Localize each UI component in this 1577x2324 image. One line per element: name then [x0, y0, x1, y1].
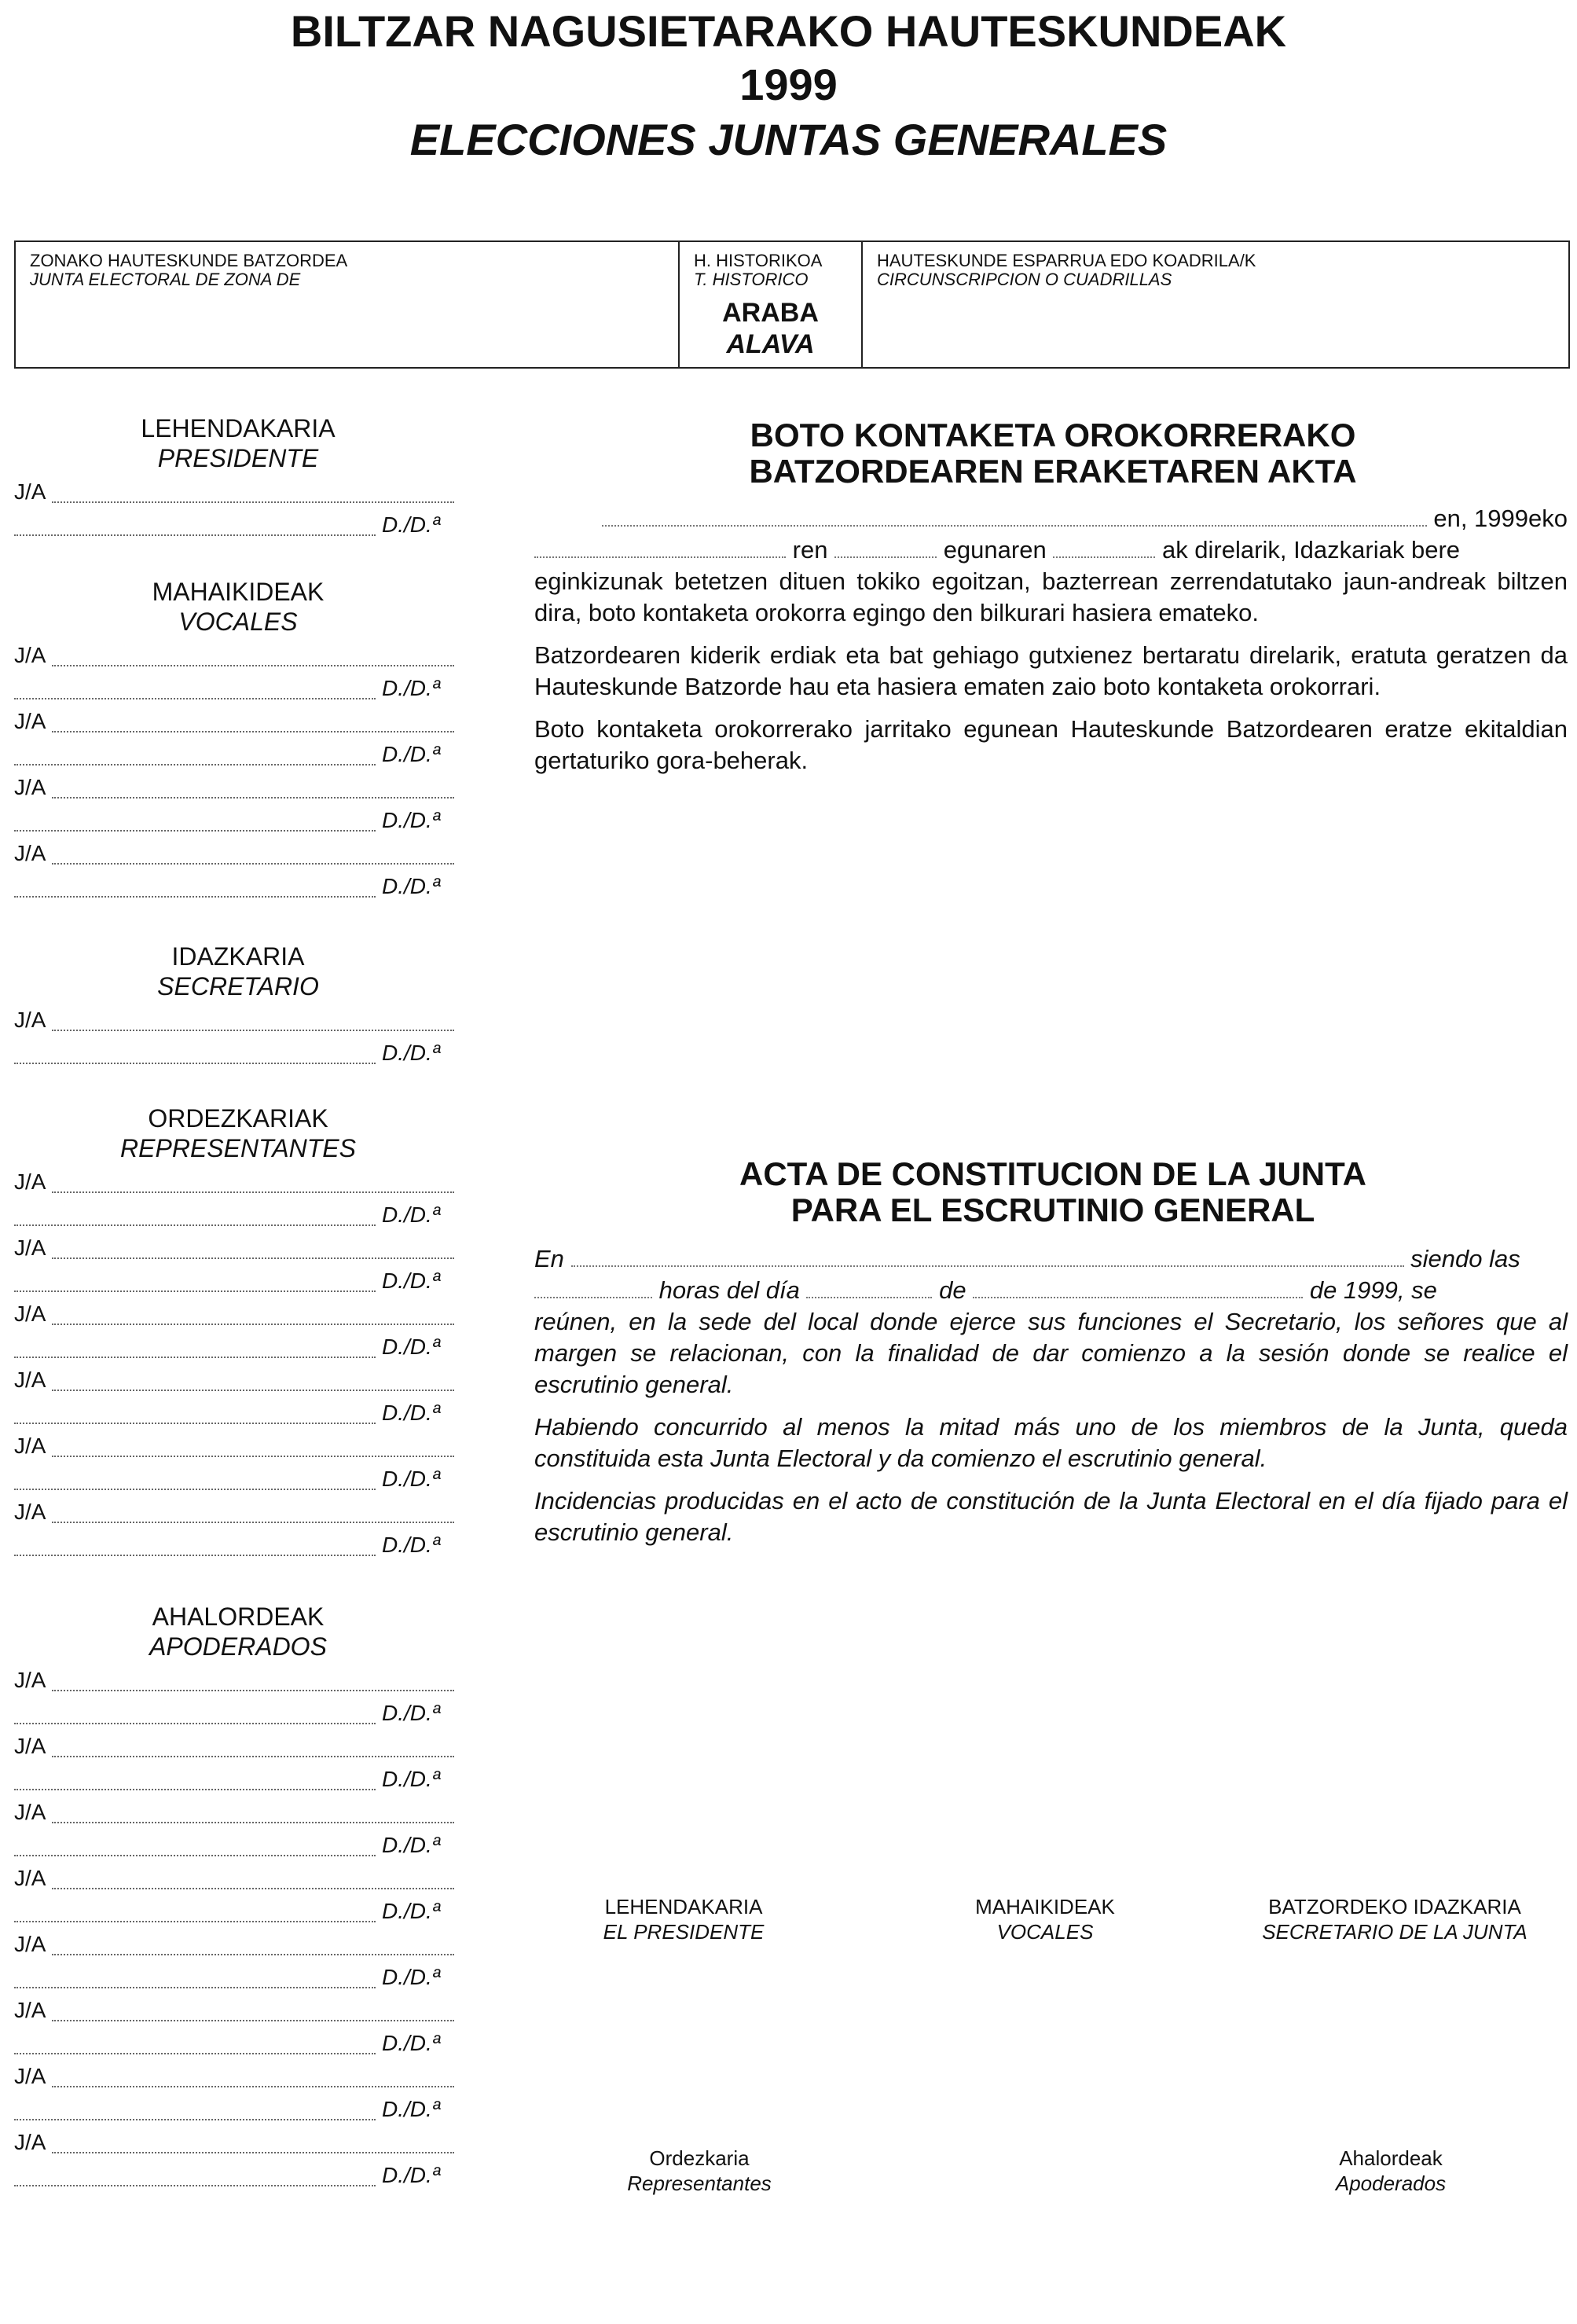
name-field[interactable]: [14, 1041, 376, 1064]
ja-label: J/A: [14, 1235, 46, 1260]
spanish-word-siendo: siendo las: [1410, 1245, 1520, 1272]
section-presidente: [14, 413, 462, 539]
name-field[interactable]: [52, 1434, 454, 1457]
ja-label: J/A: [14, 1434, 46, 1458]
name-field[interactable]: [14, 1401, 376, 1424]
name-field[interactable]: [14, 1467, 376, 1490]
dd-label: D./D.ª: [382, 1268, 441, 1293]
name-field[interactable]: [14, 2097, 376, 2120]
ja-label: J/A: [14, 643, 46, 667]
header-box: [14, 240, 1570, 369]
signature-entry[interactable]: [14, 1229, 462, 1295]
name-field[interactable]: [14, 512, 376, 536]
basque-paragraph-3: Boto kontaketa orokorrerako jarritako egunean Hauteskunde Batzordearen eratze ekitaldian gertaturiko gora-beherak.: [534, 715, 1568, 774]
signature-entry[interactable]: [14, 835, 462, 901]
zone-cell[interactable]: [16, 242, 680, 367]
name-field[interactable]: [14, 2031, 376, 2054]
sig-secretario-es: SECRETARIO DE LA JUNTA: [1262, 1920, 1527, 1944]
ja-label: J/A: [14, 841, 46, 865]
name-field[interactable]: [52, 1998, 454, 2021]
signature-entry[interactable]: [14, 473, 462, 539]
ja-label: J/A: [14, 709, 46, 733]
sig-vocales-eu: MAHAIKIDEAK: [975, 1895, 1115, 1918]
name-field[interactable]: [52, 1734, 454, 1757]
sig-presidente-es: EL PRESIDENTE: [603, 1920, 765, 1944]
spanish-word-de: de: [939, 1276, 966, 1304]
section-secretario: [14, 942, 462, 1067]
representantes-heading-es: REPRESENTANTES: [120, 1134, 356, 1162]
zone-label-es: JUNTA ELECTORAL DE ZONA DE: [30, 270, 301, 289]
dd-label: D./D.ª: [382, 2163, 441, 2187]
basque-fill-line-2: [534, 534, 1568, 566]
name-field[interactable]: [52, 1932, 454, 1955]
signature-entry[interactable]: [14, 1361, 462, 1427]
spanish-paragraph-1: reúnen, en la sede del local donde ejerce sus funciones el Secretario, los señores que al margen se relacionan, con la finalidad de dar comienzo a la sesión donde se realice el escrutinio general.: [534, 1308, 1568, 1398]
dd-label: D./D.ª: [382, 512, 441, 537]
basque-word-en: en, 1999eko: [1433, 505, 1568, 532]
territory-label-eu: H. HISTORIKOA: [694, 251, 823, 270]
sig-apoderados-eu: Ahalordeak: [1339, 2146, 1443, 2170]
name-field[interactable]: [52, 1800, 454, 1823]
signature-entry[interactable]: [14, 1661, 462, 1727]
signature-entry[interactable]: [14, 1793, 462, 1860]
month-field[interactable]: [534, 538, 786, 558]
name-field[interactable]: [14, 1899, 376, 1922]
signature-entry[interactable]: [14, 1427, 462, 1493]
dd-label: D./D.ª: [382, 2031, 441, 2055]
sig-representantes-eu: Ordezkaria: [649, 2146, 750, 2170]
spanish-act-title-2: PARA EL ESCRUTINIO GENERAL: [790, 1191, 1315, 1228]
basque-fill-line-1: [534, 503, 1568, 534]
name-field[interactable]: [14, 2163, 376, 2186]
month-field[interactable]: [973, 1278, 1303, 1298]
basque-word-ak: ak direlarik, Idazkariak bere: [1161, 536, 1461, 564]
signature-entry[interactable]: [14, 1493, 462, 1559]
province-eu: ARABA: [722, 298, 819, 328]
zone-label-eu: ZONAKO HAUTESKUNDE BATZORDEA: [30, 251, 348, 270]
ja-label: J/A: [14, 1668, 46, 1692]
signature-entry[interactable]: [14, 1992, 462, 2058]
dd-label: D./D.ª: [382, 808, 441, 832]
basque-act-title-1: BOTO KONTAKETA OROKORRERAKO: [750, 417, 1356, 453]
dd-label: D./D.ª: [382, 1401, 441, 1425]
ja-label: J/A: [14, 1302, 46, 1326]
signature-entry[interactable]: [14, 1001, 462, 1067]
signature-entry[interactable]: [14, 1727, 462, 1793]
ja-label: J/A: [14, 1734, 46, 1758]
section-apoderados: [14, 1602, 462, 2190]
ja-label: J/A: [14, 1008, 46, 1032]
representantes-heading-eu: ORDEZKARIAK: [148, 1104, 328, 1133]
name-field[interactable]: [14, 742, 376, 765]
signature-entry[interactable]: [14, 1295, 462, 1361]
name-field[interactable]: [52, 1668, 454, 1691]
presidente-heading-es: PRESIDENTE: [157, 444, 319, 472]
basque-paragraph-1: eginkizunak betetzen dituen tokiko egoitzan, bazterrean zerrendatutako jaun-andreak biltzen dira, boto kontaketa orokorra egingo den bilkurari hasiera emateko.: [534, 567, 1568, 626]
name-field[interactable]: [52, 1866, 454, 1889]
location-field[interactable]: [602, 506, 1427, 527]
ja-label: J/A: [14, 1500, 46, 1524]
circumscription-cell[interactable]: [863, 242, 1568, 367]
ja-label: J/A: [14, 479, 46, 504]
spanish-paragraph-2: Habiendo concurrido al menos la mitad más uno de los miembros de la Junta, queda constituida esta Junta Electoral y da comienzo el escrutinio general.: [534, 1413, 1568, 1472]
dd-label: D./D.ª: [382, 2097, 441, 2121]
title-year: 1999: [739, 60, 838, 109]
name-field[interactable]: [14, 1268, 376, 1292]
secretario-heading-eu: IDAZKARIA: [171, 942, 305, 971]
name-field[interactable]: [52, 841, 454, 865]
name-field[interactable]: [52, 479, 454, 503]
name-field[interactable]: [14, 874, 376, 898]
name-field[interactable]: [14, 1335, 376, 1358]
name-field[interactable]: [52, 1235, 454, 1259]
section-vocales: [14, 577, 462, 901]
signature-entry[interactable]: [14, 1163, 462, 1229]
ja-label: J/A: [14, 2130, 46, 2154]
day-field[interactable]: [834, 538, 937, 558]
name-field[interactable]: [14, 1965, 376, 1988]
name-field[interactable]: [52, 2130, 454, 2153]
signature-presidente[interactable]: [534, 1894, 833, 1944]
secretario-heading-es: SECRETARIO: [157, 972, 319, 1000]
name-field[interactable]: [52, 2064, 454, 2087]
dd-label: D./D.ª: [382, 1899, 441, 1923]
dd-label: D./D.ª: [382, 676, 441, 700]
spanish-fill-line-1: [534, 1243, 1568, 1275]
name-field[interactable]: [52, 1169, 454, 1193]
basque-word-egunaren: egunaren: [943, 536, 1047, 564]
apoderados-heading-eu: AHALORDEAK: [152, 1603, 325, 1631]
ja-label: J/A: [14, 1932, 46, 1956]
name-field[interactable]: [52, 775, 454, 799]
ja-label: J/A: [14, 1866, 46, 1890]
name-field[interactable]: [52, 1368, 454, 1391]
dd-label: D./D.ª: [382, 1533, 441, 1557]
signature-entry[interactable]: [14, 1926, 462, 1992]
dd-label: D./D.ª: [382, 1701, 441, 1725]
dd-label: D./D.ª: [382, 742, 441, 766]
title-spanish: ELECCIONES JUNTAS GENERALES: [409, 115, 1168, 164]
basque-word-ren: ren: [792, 536, 828, 564]
signature-vocales[interactable]: [896, 1894, 1194, 1944]
day-field[interactable]: [806, 1278, 932, 1298]
spanish-word-en: En: [534, 1245, 564, 1272]
signature-secretario[interactable]: [1226, 1894, 1564, 1944]
signature-entry[interactable]: [14, 703, 462, 769]
signature-entry[interactable]: [14, 2124, 462, 2190]
location-field[interactable]: [571, 1246, 1404, 1267]
presidente-heading-eu: LEHENDAKARIA: [141, 414, 336, 442]
vocales-heading-eu: MAHAIKIDEAK: [152, 578, 325, 606]
basque-act-title-2: BATZORDEAREN ERAKETAREN AKTA: [749, 453, 1357, 490]
dd-label: D./D.ª: [382, 1335, 441, 1359]
name-field[interactable]: [52, 1500, 454, 1523]
circumscription-label-eu: HAUTESKUNDE ESPARRUA EDO KOADRILA/K: [877, 251, 1256, 270]
ja-label: J/A: [14, 1368, 46, 1392]
dd-label: D./D.ª: [382, 1965, 441, 1989]
signature-entry[interactable]: [14, 769, 462, 835]
spanish-paragraph-3: Incidencias producidas en el acto de constitución de la Junta Electoral en el día fijado para el escrutinio general.: [534, 1487, 1568, 1546]
spanish-act-title-1: ACTA DE CONSTITUCION DE LA JUNTA: [739, 1155, 1366, 1192]
spanish-act-body: [534, 1243, 1568, 1559]
hour-field[interactable]: [1053, 538, 1155, 558]
hour-field[interactable]: [534, 1278, 652, 1298]
dd-label: D./D.ª: [382, 1467, 441, 1491]
apoderados-heading-es: APODERADOS: [149, 1632, 327, 1661]
spanish-word-horas: horas del día: [658, 1276, 800, 1304]
signature-representantes[interactable]: [550, 2146, 849, 2196]
ja-label: J/A: [14, 1169, 46, 1194]
name-field[interactable]: [14, 808, 376, 832]
dd-label: D./D.ª: [382, 1833, 441, 1857]
province-es: ALAVA: [726, 329, 815, 359]
territory-cell: [680, 242, 863, 367]
ja-label: J/A: [14, 1998, 46, 2022]
sig-presidente-eu: LEHENDAKARIA: [604, 1895, 763, 1918]
name-field[interactable]: [14, 1533, 376, 1556]
name-field[interactable]: [14, 1202, 376, 1226]
section-representantes: [14, 1103, 462, 1559]
name-field[interactable]: [52, 1008, 454, 1031]
signature-entry[interactable]: [14, 1860, 462, 1926]
spanish-fill-line-2: [534, 1275, 1568, 1306]
sig-vocales-es: VOCALES: [996, 1920, 1094, 1944]
name-field[interactable]: [52, 1302, 454, 1325]
basque-paragraph-2: Batzordearen kiderik erdiak eta bat gehiago gutxienez bertaratu direlarik, eratuta geratzen da Hauteskunde Batzorde hau eta hasiera ematen zaio boto kontaketa orokorrari.: [534, 641, 1568, 700]
name-field[interactable]: [52, 643, 454, 666]
sig-apoderados-es: Apoderados: [1335, 2172, 1447, 2195]
name-field[interactable]: [14, 1767, 376, 1790]
name-field[interactable]: [14, 1701, 376, 1724]
dd-label: D./D.ª: [382, 1202, 441, 1227]
dd-label: D./D.ª: [382, 1041, 441, 1065]
dd-label: D./D.ª: [382, 874, 441, 898]
basque-act-body: [534, 503, 1568, 788]
ja-label: J/A: [14, 1800, 46, 1824]
sig-representantes-es: Representantes: [627, 2172, 772, 2195]
ja-label: J/A: [14, 775, 46, 799]
spanish-word-de1999: de 1999, se: [1309, 1276, 1437, 1304]
dd-label: D./D.ª: [382, 1767, 441, 1791]
name-field[interactable]: [52, 709, 454, 732]
vocales-heading-es: VOCALES: [178, 608, 298, 636]
name-field[interactable]: [14, 676, 376, 699]
territory-label-es: T. HISTORICO: [694, 270, 809, 289]
signature-entry[interactable]: [14, 2058, 462, 2124]
circumscription-label-es: CIRCUNSCRIPCION O CUADRILLAS: [877, 270, 1172, 289]
sig-secretario-eu: BATZORDEKO IDAZKARIA: [1268, 1895, 1521, 1918]
name-field[interactable]: [14, 1833, 376, 1856]
ja-label: J/A: [14, 2064, 46, 2088]
title-basque: BILTZAR NAGUSIETARAKO HAUTESKUNDEAK: [290, 6, 1287, 56]
signature-apoderados[interactable]: [1241, 2146, 1540, 2196]
signature-entry[interactable]: [14, 637, 462, 703]
